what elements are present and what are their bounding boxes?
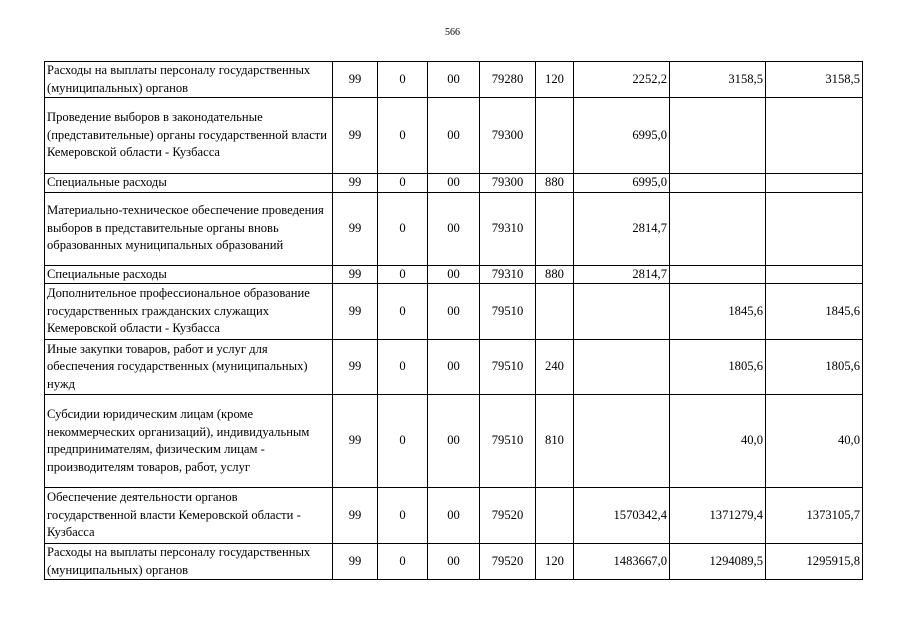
code-direction: 79520 — [480, 488, 536, 544]
row-name: Специальные расходы — [45, 265, 333, 284]
code-program: 99 — [333, 544, 378, 580]
value-year-3: 1373105,7 — [766, 488, 863, 544]
code-subprogram: 0 — [378, 284, 428, 340]
value-year-3 — [766, 265, 863, 284]
value-year-3: 40,0 — [766, 395, 863, 488]
code-measure: 00 — [428, 544, 480, 580]
value-year-2: 1294089,5 — [670, 544, 766, 580]
row-name: Обеспечение деятельности органов государственной власти Кемеровской области - Кузбасса — [45, 488, 333, 544]
budget-table — [44, 61, 863, 580]
code-expense-type — [536, 284, 574, 340]
value-year-1 — [574, 340, 670, 395]
row-name: Расходы на выплаты персоналу государственных (муниципальных) органов — [45, 62, 333, 98]
code-program: 99 — [333, 488, 378, 544]
value-year-1: 1570342,4 — [574, 488, 670, 544]
row-name: Субсидии юридическим лицам (кроме некоммерческих организаций), индивидуальным предпринимателям, физическим лицам - производителям товаров, работ, услуг — [45, 395, 333, 488]
code-expense-type: 810 — [536, 395, 574, 488]
code-expense-type: 120 — [536, 544, 574, 580]
row-name: Дополнительное профессиональное образование государственных гражданских служащих Кемеровской области - Кузбасса — [45, 284, 333, 340]
value-year-2: 1371279,4 — [670, 488, 766, 544]
value-year-1: 1483667,0 — [574, 544, 670, 580]
code-program: 99 — [333, 340, 378, 395]
table-row — [45, 340, 863, 395]
value-year-1: 2814,7 — [574, 265, 670, 284]
value-year-2: 1845,6 — [670, 284, 766, 340]
code-expense-type — [536, 488, 574, 544]
code-program: 99 — [333, 174, 378, 193]
table-row — [45, 265, 863, 284]
code-expense-type — [536, 192, 574, 265]
table-row — [45, 98, 863, 174]
row-name: Расходы на выплаты персоналу государственных (муниципальных) органов — [45, 544, 333, 580]
code-direction: 79510 — [480, 284, 536, 340]
code-subprogram: 0 — [378, 265, 428, 284]
code-subprogram: 0 — [378, 98, 428, 174]
code-measure: 00 — [428, 340, 480, 395]
code-direction: 79510 — [480, 340, 536, 395]
row-name: Иные закупки товаров, работ и услуг для обеспечения государственных (муниципальных) нужд — [45, 340, 333, 395]
value-year-3: 1805,6 — [766, 340, 863, 395]
code-direction: 79300 — [480, 98, 536, 174]
value-year-1: 2814,7 — [574, 192, 670, 265]
value-year-1: 6995,0 — [574, 98, 670, 174]
code-subprogram: 0 — [378, 395, 428, 488]
value-year-1: 2252,2 — [574, 62, 670, 98]
code-subprogram: 0 — [378, 62, 428, 98]
code-program: 99 — [333, 284, 378, 340]
row-name: Проведение выборов в законодательные (представительные) органы государственной власти Кемеровской области - Кузбасса — [45, 98, 333, 174]
code-measure: 00 — [428, 62, 480, 98]
value-year-2: 3158,5 — [670, 62, 766, 98]
code-measure: 00 — [428, 284, 480, 340]
code-subprogram: 0 — [378, 340, 428, 395]
code-expense-type: 120 — [536, 62, 574, 98]
code-expense-type: 240 — [536, 340, 574, 395]
code-direction: 79310 — [480, 192, 536, 265]
value-year-3: 1295915,8 — [766, 544, 863, 580]
table-row — [45, 174, 863, 193]
code-direction: 79520 — [480, 544, 536, 580]
code-expense-type — [536, 98, 574, 174]
row-name: Специальные расходы — [45, 174, 333, 193]
value-year-2: 1805,6 — [670, 340, 766, 395]
code-direction: 79310 — [480, 265, 536, 284]
value-year-3 — [766, 192, 863, 265]
code-expense-type: 880 — [536, 265, 574, 284]
value-year-3 — [766, 174, 863, 193]
table-row — [45, 284, 863, 340]
page-number: 566 — [445, 27, 460, 38]
code-subprogram: 0 — [378, 488, 428, 544]
value-year-2 — [670, 192, 766, 265]
value-year-3 — [766, 98, 863, 174]
code-program: 99 — [333, 265, 378, 284]
code-measure: 00 — [428, 98, 480, 174]
code-measure: 00 — [428, 488, 480, 544]
code-direction: 79280 — [480, 62, 536, 98]
code-direction: 79300 — [480, 174, 536, 193]
value-year-3: 1845,6 — [766, 284, 863, 340]
value-year-2: 40,0 — [670, 395, 766, 488]
code-program: 99 — [333, 98, 378, 174]
table-row — [45, 395, 863, 488]
code-measure: 00 — [428, 174, 480, 193]
value-year-1 — [574, 284, 670, 340]
code-measure: 00 — [428, 395, 480, 488]
value-year-2 — [670, 174, 766, 193]
code-subprogram: 0 — [378, 174, 428, 193]
table-row — [45, 488, 863, 544]
table-row — [45, 62, 863, 98]
code-program: 99 — [333, 395, 378, 488]
row-name: Материально-техническое обеспечение проведения выборов в представительные органы вновь образованных муниципальных образований — [45, 192, 333, 265]
code-program: 99 — [333, 192, 378, 265]
code-direction: 79510 — [480, 395, 536, 488]
code-measure: 00 — [428, 265, 480, 284]
value-year-1 — [574, 395, 670, 488]
value-year-3: 3158,5 — [766, 62, 863, 98]
code-expense-type: 880 — [536, 174, 574, 193]
value-year-2 — [670, 265, 766, 284]
code-subprogram: 0 — [378, 544, 428, 580]
table-row — [45, 192, 863, 265]
code-subprogram: 0 — [378, 192, 428, 265]
value-year-2 — [670, 98, 766, 174]
table-row — [45, 544, 863, 580]
code-program: 99 — [333, 62, 378, 98]
code-measure: 00 — [428, 192, 480, 265]
value-year-1: 6995,0 — [574, 174, 670, 193]
